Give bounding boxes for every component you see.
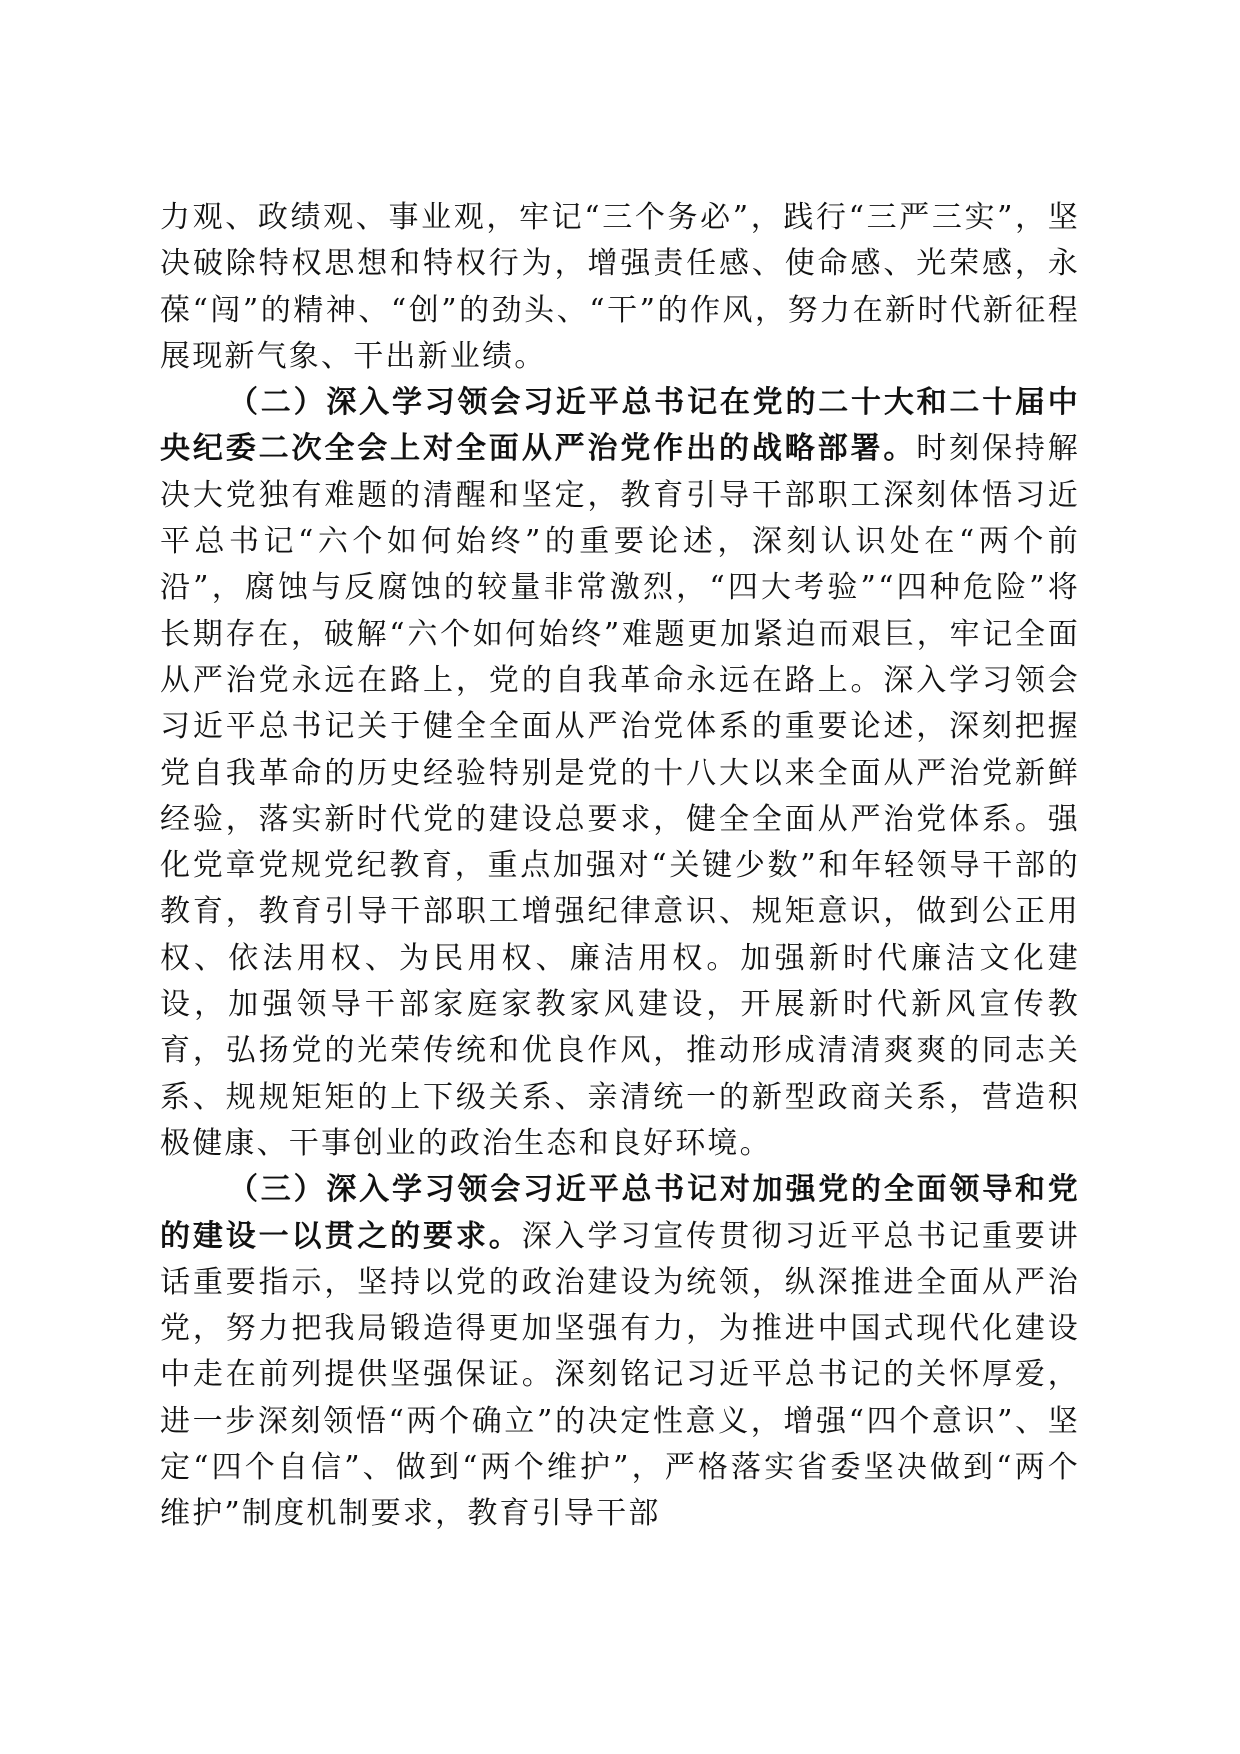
paragraph-body-text: 时刻保持解决大党独有难题的清醒和坚定，教育引导干部职工深刻体悟习近平总书记“六个如何始终”的重要论述，深刻认识处在“两个前沿”，腐蚀与反腐蚀的较量非常激烈，“四大考验”“四种危险”将长期存在，破解“六个如何始终”难题更加紧迫而艰巨，牢记全面从严治党永远在路上，党的自我革命永远在路上。深入学习领会习近平总书记关于健全全面从严治党体系的重要论述，深刻把握党自我革命的历史经验特别是党的十八大以来全面从严治党新鲜经验，落实新时代党的建设总要求，健全全面从严治党体系。强化党章党规党纪教育，重点加强对“关键少数”和年轻领导干部的教育，教育引导干部职工增强纪律意识、规矩意识，做到公正用权、依法用权、为民用权、廉洁用权。加强新时代廉洁文化建设，加强领导干部家庭家教家风建设，开展新时代新风宣传教育，弘扬党的光荣传统和优良作风，推动形成清清爽爽的同志关系、规规矩矩的上下级关系、亲清统一的新型政商关系，营造积极健康、干事创业的政治生态和良好环境。 bbox=[160, 431, 1080, 1161]
paragraph-section-2 bbox=[160, 380, 1080, 1167]
paragraph-body-text: 力观、政绩观、事业观，牢记“三个务必”，践行“三严三实”，坚决破除特权思想和特权行为，增强责任感、使命感、光荣感，永葆“闯”的精神、“创”的劲头、“干”的作风，努力在新时代新征程展现新气象、干出新业绩。 bbox=[160, 200, 1080, 374]
document-body bbox=[160, 195, 1080, 1538]
paragraph-body-text: 深入学习宣传贯彻习近平总书记重要讲话重要指示，坚持以党的政治建设为统领，纵深推进全面从严治党，努力把我局锻造得更加坚强有力，为推进中国式现代化建设中走在前列提供坚强保证。深刻铭记习近平总书记的关怀厚爱，进一步深刻领悟“两个确立”的决定性意义，增强“四个意识”、坚定“四个自信”、做到“两个维护”，严格落实省委坚决做到“两个维护”制度机制要求，教育引导干部 bbox=[160, 1218, 1081, 1532]
paragraph-continuation bbox=[160, 195, 1080, 380]
paragraph-section-3 bbox=[160, 1167, 1080, 1537]
section-heading-2: （二）深入学习领会习近平总书记在党的二十大和二十届中央纪委二次全会上对全面从严治党作出的战略部署。 bbox=[160, 385, 1080, 467]
section-heading-3: （三）深入学习领会习近平总书记对加强党的全面领导和党的建设一以贯之的要求。 bbox=[160, 1172, 1080, 1254]
